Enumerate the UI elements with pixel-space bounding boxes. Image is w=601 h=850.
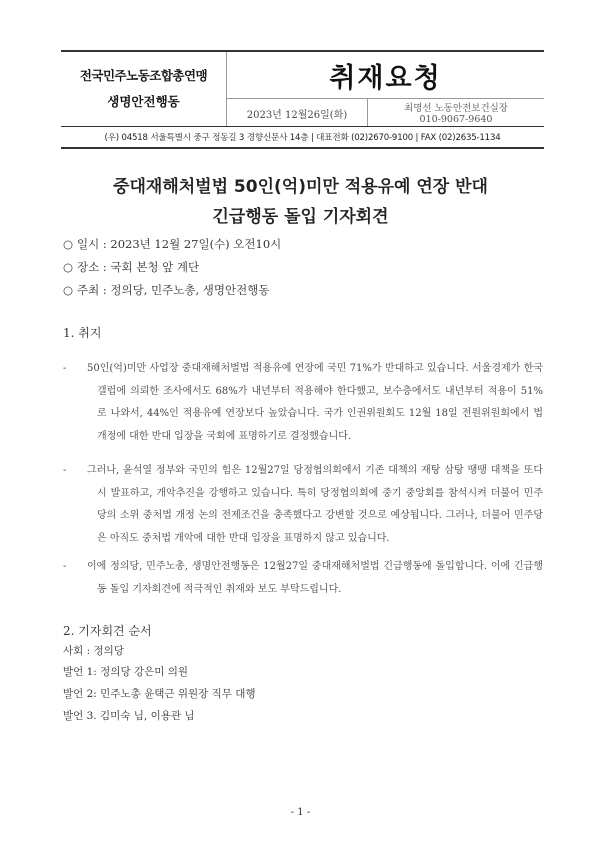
info-location xyxy=(63,259,199,275)
info-text: 일시 : 2023년 12월 27일(수) 오전10시 xyxy=(77,237,282,251)
order-item: 사회 : 정의당 xyxy=(63,645,124,657)
organization-block xyxy=(61,52,227,126)
info-datetime xyxy=(63,236,281,252)
purpose-paragraph xyxy=(63,460,543,550)
document-type-title: 취재요청 xyxy=(329,63,442,94)
page-number: - 1 - xyxy=(290,807,311,818)
dash-bullet: - xyxy=(63,465,67,476)
circle-bullet-icon: ○ xyxy=(63,260,74,274)
section-purpose-heading: 1. 취지 xyxy=(63,326,102,340)
dash-bullet: - xyxy=(63,561,67,572)
order-item: 발언 1: 정의당 강은미 의원 xyxy=(63,666,188,678)
section-order-heading: 2. 기자회견 순서 xyxy=(63,624,152,638)
purpose-paragraph xyxy=(63,358,543,448)
org-name-kctu: 전국민주노동조합총연맹 xyxy=(79,68,208,83)
main-title-line2: 긴급행동 돌입 기자회견 xyxy=(212,207,389,227)
main-title-line1: 중대재해처벌법 50인(억)미만 적용유예 연장 반대 xyxy=(113,177,488,197)
date-cell xyxy=(227,99,368,126)
info-host xyxy=(63,282,269,298)
circle-bullet-icon: ○ xyxy=(63,283,74,297)
issue-date: 2023년 12월26일(화) xyxy=(246,110,348,121)
contact-phone: 010-9067-9640 xyxy=(419,114,493,125)
info-text: 주최 : 정의당, 민주노총, 생명안전행동 xyxy=(77,283,270,297)
dash-bullet: - xyxy=(63,363,67,374)
purpose-paragraph xyxy=(63,556,543,601)
title-block xyxy=(227,52,544,126)
paragraph-text: 50인(억)미만 사업장 중대재해처벌법 적용유예 연장에 국민 71%가 반대하고 있습니다. 서울경제가 한국갤럽에 의뢰한 조사에서도 68%가 내년부터 적용해야 한다했고, 보수층에서도 내년부터 적용이 51%로 나와서, 44%인 적용유예 연장보다 높았습니다. 국가 인권위원회도 12월 18일 전원위원회에서 법 개정에 대한 반대 입장을 국회에 표명하기로 결정했습니다. xyxy=(87,363,543,442)
order-item: 발언 3. 김미숙 님, 이용관 님 xyxy=(63,710,195,722)
title-cell xyxy=(227,52,544,99)
info-text: 장소 : 국회 본청 앞 계단 xyxy=(77,260,200,274)
paragraph-text: 그러나, 윤석열 정부와 국민의 힘은 12월27일 당정협의회에서 기존 대책의 재탕 삼탕 땡땡 대책을 또다시 발표하고, 개악추진을 강행하고 있습니다. 특히 당정협의회에 중기 중앙회를 참석시켜 더불어 민주당의 소위 중처법 개정 논의 전제조건을 충족했다고 강변할 것으로 예상됩니다. 그러나, 더불어 민주당은 아직도 중처법 개악에 대한 반대 입장을 표명하지 않고 있습니다. xyxy=(87,465,543,544)
order-item: 발언 2: 민주노총 윤택근 위원장 직무 대행 xyxy=(63,688,256,700)
contact-name: 최명선 노동안전보건실장 xyxy=(404,103,508,114)
address-line: (우) 04518 서울특별시 중구 정동길 3 경향신문사 14층 | 대표전화 (02)2670-9100 | FAX (02)2635-1134 xyxy=(104,133,501,143)
org-name-safety-action: 생명안전행동 xyxy=(107,94,180,109)
paragraph-text: 이에 정의당, 민주노총, 생명안전행동은 12월27일 중대재해처벌법 긴급행동에 돌입합니다. 이에 긴급행동 돌입 기자회견에 적극적인 취재와 보도 부탁드립니다. xyxy=(87,561,543,595)
address-bar xyxy=(61,126,544,149)
press-header xyxy=(61,50,544,148)
circle-bullet-icon: ○ xyxy=(63,237,74,251)
